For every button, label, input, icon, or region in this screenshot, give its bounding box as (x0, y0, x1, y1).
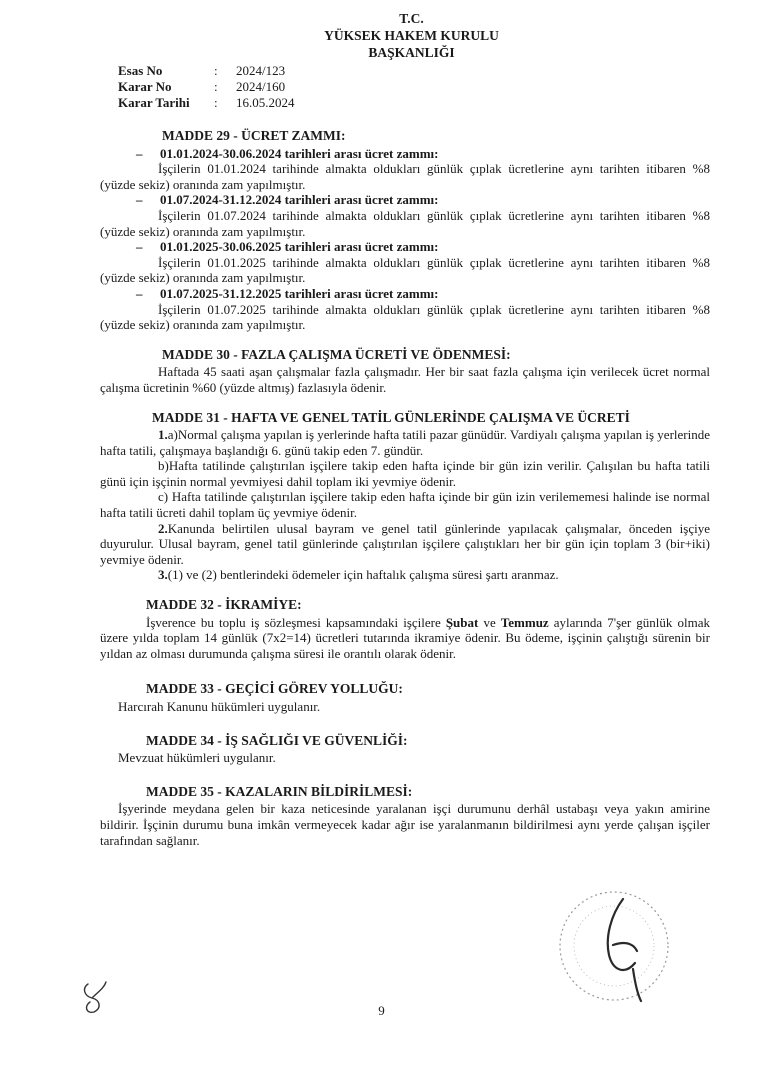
meta-key: Esas No (118, 63, 163, 78)
month-july: Temmuz (500, 614, 549, 630)
clause-1a (100, 427, 710, 458)
page-number: 9 (378, 1003, 385, 1018)
clause-text: a)Normal çalışma yapılan iş yerlerinde hafta tatili pazar günüdür. Vardiyalı çalışma yapılan iş yerlerinde hafta tatili, çalışmaya başlandığı 6. günü takip eden 7. gündür. (100, 427, 710, 458)
meta-row-esas (118, 63, 295, 79)
raise-period (100, 239, 710, 286)
article-title: MADDE 32 - İKRAMİYE: (146, 597, 302, 613)
article-title: MADDE 30 - FAZLA ÇALIŞMA ÜCRETİ VE ÖDENMESİ: (162, 346, 511, 362)
raise-period-text: İşçilerin 01.01.2024 tarihinde almakta oldukları günlük çıplak ücretlerine aynı tarihten itibaren %8 (yüzde sekiz) oranında zam yapılmıştır. (100, 161, 710, 192)
clause-text: (1) ve (2) bentlerindeki ödemeler için haftalık çalışma süresi şartı aranmaz. (167, 567, 559, 583)
raise-period-text: İşçilerin 01.07.2024 tarihinde almakta oldukları günlük çıplak ücretlerine aynı tarihten itibaren %8 (yüzde sekiz) oranında zam yapılmıştır. (100, 207, 710, 239)
case-meta (118, 63, 295, 111)
meta-sep: : (214, 95, 218, 110)
clause-1b: b)Hafta tatilinde çalıştırılan işçilere takip eden hafta içinde bir gün izin verilir. Çalışılan bu hafta tatili günü için işçinin normal yevmiyesi dahil toplam iki yevmiye ödenir. (100, 458, 710, 489)
article-30 (100, 347, 710, 396)
article-text (100, 615, 710, 662)
header-line-institution: YÜKSEK HAKEM KURULU (324, 28, 499, 43)
article-text: İşyerinde meydana gelen bir kaza neticesinde yaralanan işçi durumunu derhâl ustabaşı veya yakın amirine bildirir. İşçinin durumu buna imkân vermeyecek kadar ağır ise yaralanmanın bildirilmesi aynı yerde çalışan işçiler tarafından sağlanır. (100, 801, 710, 848)
article-33 (100, 681, 710, 714)
meta-sep: : (214, 63, 218, 78)
text-part: ve (478, 614, 501, 630)
article-32 (100, 597, 710, 661)
document-body (100, 128, 710, 862)
article-title: MADDE 33 - GEÇİCİ GÖREV YOLLUĞU: (146, 681, 403, 697)
meta-value: 2024/160 (236, 79, 286, 94)
clause-number: 2. (158, 520, 168, 536)
clause-2 (100, 521, 710, 568)
article-35 (100, 784, 710, 848)
meta-value: 16.05.2024 (236, 95, 295, 110)
raise-period-heading: 01.07.2025-31.12.2025 tarihleri arası ücret zammı: (160, 285, 439, 301)
article-29 (100, 128, 710, 333)
meta-value: 2024/123 (236, 63, 286, 78)
article-title: MADDE 35 - KAZALARIN BİLDİRİLMESİ: (146, 783, 413, 799)
article-title: MADDE 34 - İŞ SAĞLIĞI VE GÜVENLİĞİ: (146, 732, 408, 748)
raise-period-heading: 01.07.2024-31.12.2024 tarihleri arası ücret zammı: (160, 192, 439, 208)
meta-key: Karar No (118, 79, 172, 94)
article-text: Harcırah Kanunu hükümleri uygulanır. (118, 699, 321, 714)
article-text: Mevzuat hükümleri uygulanır. (118, 750, 276, 766)
clause-text: Kanunda belirtilen ulusal bayram ve genel tatil günlerinde yapılacak çalışmalar, önceden işçiye duyurulur. Ulusal bayram, genel tatil günlerinde çalıştırılan işçilere çalıştıkları her bir gün için toplam 3 (bir+iki) yevmiye ödenir. (100, 520, 710, 567)
document-header (0, 10, 763, 61)
raise-period (100, 192, 710, 239)
header-line-tc: T.C. (399, 11, 424, 26)
dash-marker: – (136, 239, 143, 255)
article-31 (100, 410, 710, 584)
dash-marker: – (136, 285, 143, 301)
raise-period-text: İşçilerin 01.07.2025 tarihinde almakta oldukları günlük çıplak ücretlerine aynı tarihten itibaren %8 (yüzde sekiz) oranında zam yapılmıştır. (100, 301, 710, 333)
meta-sep: : (214, 79, 218, 94)
official-seal-icon (553, 885, 675, 1007)
clause-number: 3. (158, 567, 168, 583)
text-part: İşverence bu toplu iş sözleşmesi kapsamındaki işçilere (146, 614, 446, 630)
month-february: Şubat (445, 614, 479, 630)
meta-row-tarih (118, 95, 295, 111)
dash-marker: – (136, 145, 143, 161)
article-34 (100, 733, 710, 766)
meta-row-karar (118, 79, 295, 95)
raise-period-heading: 01.01.2025-30.06.2025 tarihleri arası ücret zammı: (160, 239, 439, 255)
clause-number: 1. (158, 427, 168, 443)
raise-period (100, 286, 710, 333)
article-text: Haftada 45 saati aşan çalışmalar fazla çalışmadır. Her bir saat fazla çalışma için verilecek ücret normal çalışma ücretinin %60 (yüzde altmış) fazlasıyla ödenir. (100, 364, 710, 395)
header-line-presidency: BAŞKANLIĞI (368, 45, 455, 60)
clause-3 (100, 567, 710, 583)
article-title: MADDE 31 - HAFTA VE GENEL TATİL GÜNLERİNDE ÇALIŞMA VE ÜCRETİ (152, 409, 630, 425)
raise-period-heading: 01.01.2024-30.06.2024 tarihleri arası ücret zammı: (160, 145, 439, 161)
clause-1c: c) Hafta tatilinde çalıştırılan işçilere takip eden hafta içinde bir gün izin verilememesi halinde ise normal hafta tatili ücreti dahil toplam üç yevmiye ödenir. (100, 489, 710, 521)
dash-marker: – (136, 192, 143, 208)
raise-period (100, 146, 710, 193)
meta-key: Karar Tarihi (118, 95, 190, 110)
text-part: aylarında 7'şer günlük olmak üzere yılda toplam 14 günlük (7x2=14) ücretleri tutarında ikramiye ödenir. Bu ödeme, işçinin çalıştığı sürenin bir yıldan az olması durumunda çalışma süresi ile orantılı olarak ödenir. (100, 614, 710, 661)
article-title: MADDE 29 - ÜCRET ZAMMI: (162, 128, 346, 143)
raise-period-text: İşçilerin 01.01.2025 tarihinde almakta oldukları günlük çıplak ücretlerine aynı tarihten itibaren %8 (yüzde sekiz) oranında zam yapılmıştır. (100, 254, 710, 286)
